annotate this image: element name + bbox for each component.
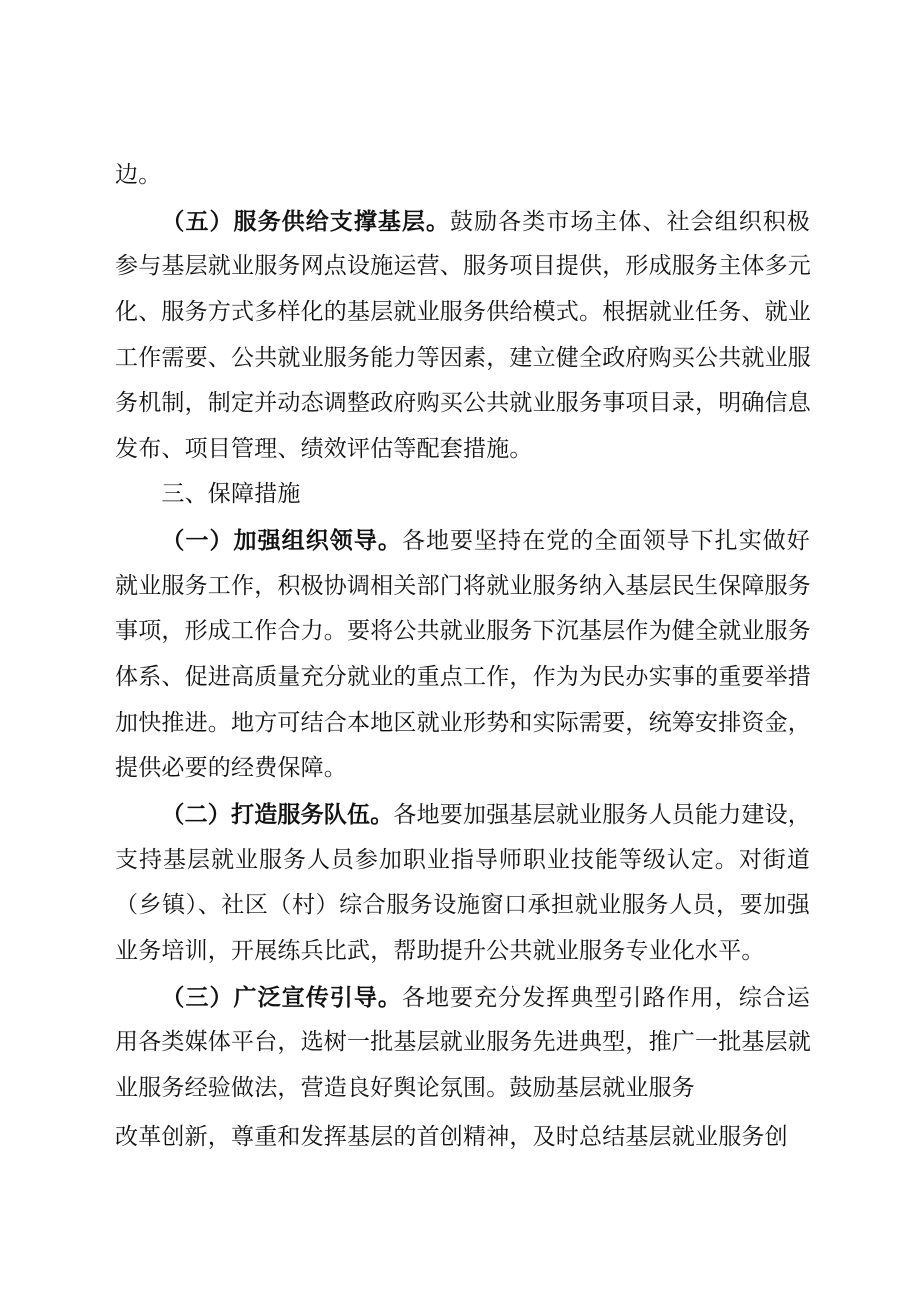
line-text: 参与基层就业服务网点设施运营、服务项目提供，形成服务主体多元 bbox=[115, 253, 811, 280]
text-line bbox=[115, 655, 810, 701]
line-text: 事项，形成工作合力。要将公共就业服务下沉基层作为健全就业服务 bbox=[115, 618, 811, 645]
text-line bbox=[115, 838, 810, 884]
section-title bbox=[115, 472, 810, 518]
line-text: 用各类媒体平台，选树一批基层就业服务先进典型，推广一批基层就 bbox=[115, 1029, 811, 1056]
text-line bbox=[115, 564, 810, 610]
text-line bbox=[115, 244, 810, 290]
text-line bbox=[115, 746, 810, 792]
text-line bbox=[115, 609, 810, 655]
line-text: 提供必要的经费保障。 bbox=[115, 755, 347, 782]
text-line bbox=[115, 336, 810, 382]
text-line bbox=[115, 381, 810, 427]
text-line bbox=[115, 792, 810, 838]
line-text: 业务培训，开展练兵比武，帮助提升公共就业服务专业化水平。 bbox=[115, 937, 765, 964]
text-line bbox=[115, 701, 810, 747]
text-line bbox=[115, 975, 810, 1021]
line-text: 体系、促进高质量充分就业的重点工作，作为为民办实事的重要举措 bbox=[115, 664, 811, 691]
text-line bbox=[115, 518, 810, 564]
line-text: 各地要充分发挥典型引路作用，综合运 bbox=[401, 984, 811, 1011]
line-text: 鼓励各类市场主体、社会组织积极 bbox=[450, 208, 811, 235]
line-text: 各地要坚持在党的全面领导下扎实做好 bbox=[401, 528, 811, 555]
line-text: （乡镇）、社区（村）综合服务设施窗口承担就业服务人员，要加强 bbox=[115, 892, 810, 919]
line-text: 各地要加强基层就业服务人员能力建设， bbox=[393, 801, 811, 828]
line-text: 化、服务方式多样化的基层就业服务供给模式。根据就业任务、就业 bbox=[115, 298, 811, 325]
line-text: 改革创新，尊重和发挥基层的首创精神，及时总结基层就业服务创 bbox=[115, 1124, 788, 1151]
line-text: 三、保障措施 bbox=[161, 481, 301, 508]
section-heading: （五）服务供给支撑基层。 bbox=[161, 207, 451, 235]
section-heading: （二）打造服务队伍。 bbox=[161, 800, 394, 828]
text-line bbox=[115, 153, 810, 199]
text-line bbox=[115, 1115, 810, 1161]
text-line bbox=[115, 199, 810, 245]
text-line bbox=[115, 427, 810, 473]
line-text: 支持基层就业服务人员参加职业指导师职业技能等级认定。对街道 bbox=[115, 846, 810, 873]
line-text: 就业服务工作，积极协调相关部门将就业服务纳入基层民生保障服务 bbox=[115, 572, 811, 599]
line-text: 务机制，制定并动态调整政府购买公共就业服务事项目录，明确信息 bbox=[115, 390, 811, 417]
section-heading: （三）广泛宣传引导。 bbox=[161, 983, 402, 1011]
text-line bbox=[115, 883, 810, 929]
line-text: 发布、项目管理、绩效评估等配套措施。 bbox=[115, 435, 533, 462]
line-text: 边。 bbox=[115, 162, 162, 188]
text-line bbox=[115, 929, 810, 975]
text-line bbox=[115, 1066, 810, 1112]
document-body bbox=[115, 153, 810, 1161]
line-text: 加快推进。地方可结合本地区就业形势和实际需要，统筹安排资金， bbox=[115, 709, 811, 736]
section-heading: （一）加强组织领导。 bbox=[161, 527, 402, 555]
line-text: 业服务经验做法，营造良好舆论氛围。鼓励基层就业服务 bbox=[115, 1074, 695, 1101]
line-text: 工作需要、公共就业服务能力等因素，建立健全政府购买公共就业服 bbox=[115, 344, 811, 371]
text-line bbox=[115, 290, 810, 336]
text-line bbox=[115, 1020, 810, 1066]
